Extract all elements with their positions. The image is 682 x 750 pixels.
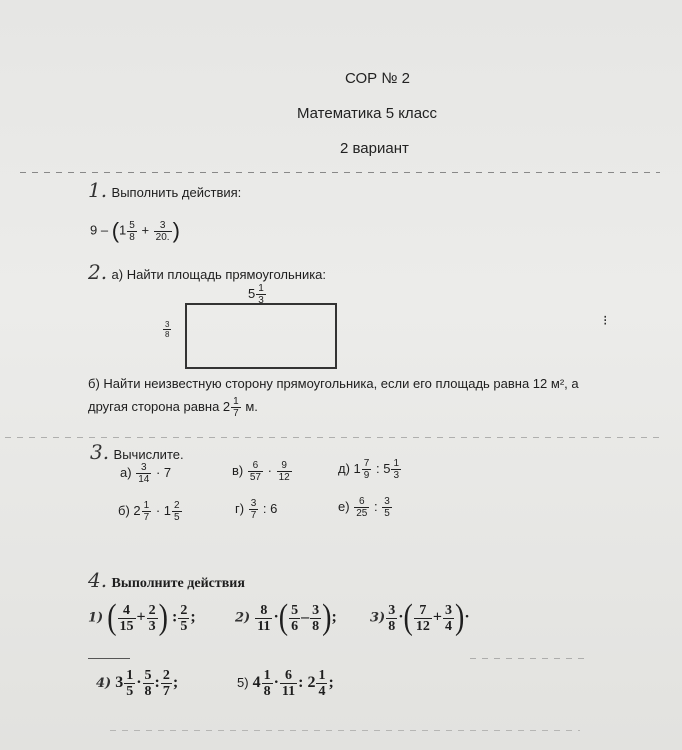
task3-item: а) $\frac{3}{14}$ · 7 — [120, 462, 172, 485]
task3-item: е) $\frac{6}{25}$ : $\frac{3}{5}$ — [338, 496, 390, 519]
task4-number: 4. — [88, 568, 108, 592]
divider — [20, 172, 660, 173]
task4-expression-4: 4) 3 $\frac{1}{5}$ · $\frac{5}{8}$ : $\frac{2}{7}$ ; — [96, 668, 179, 699]
task3-item: г) $\frac{3}{7}$ : 6 — [235, 498, 278, 521]
fraction: $\frac{2}{5}$ — [174, 500, 180, 523]
worksheet-title: СОР № 2 — [345, 70, 410, 87]
rectangle-figure — [185, 303, 337, 369]
variant-line: 2 вариант — [340, 140, 409, 157]
fraction: $\frac{3}{20.}$ — [155, 219, 170, 243]
subject-line: Математика 5 класс — [297, 105, 438, 122]
divider — [5, 437, 665, 438]
rectangle-left-side — [162, 320, 172, 339]
divider — [470, 658, 590, 659]
task4-expression-2: 2) $\frac{8}{11}$ ·( $\frac{5}{6}$ – $\frac{3}{8}$ ); — [235, 597, 337, 638]
task2-part-b-line1: б) Найти неизвестную сторону прямоугольника, если его площадь равна 12 м², а — [88, 376, 579, 391]
fraction: $\frac{9}{12}$ — [278, 460, 290, 483]
task2-part-b-line2: другая сторона равна 2 $\frac{1}{7}$ м. — [88, 396, 258, 419]
task3-item: б) 2 $\frac{1}{7}$ · 1 $\frac{2}{5}$ — [118, 500, 180, 523]
task4-expression-3: 3) $\frac{3}{8}$ ·( $\frac{7}{12}$ + $\frac{3}{4}$ )· — [370, 597, 470, 638]
fraction: $\frac{1}{3}$ — [393, 458, 399, 481]
task1-number: 1. — [88, 178, 108, 202]
fraction: $\frac{5}{8}$ — [129, 219, 135, 243]
task3-number: 3. — [90, 440, 110, 464]
rectangle-top-side: 5 $\frac{1}{3}$ — [248, 283, 264, 306]
task1-heading — [88, 178, 241, 202]
fraction: $\frac{1}{7}$ — [233, 396, 239, 419]
fraction: $\frac{6}{25}$ — [356, 496, 368, 519]
task1-title: Выполнить действия: — [111, 185, 242, 200]
fraction: $\frac{3}{14}$ — [138, 462, 150, 485]
task3-title: Вычислите. — [113, 447, 184, 462]
fraction: $\frac{3}{7}$ — [250, 498, 257, 521]
task4-expression-1: 1) ( $\frac{4}{15}$ + $\frac{2}{3}$ ) : $\frac{2}{5}$ ; — [88, 597, 196, 638]
fraction: $\frac{1}{7}$ — [143, 500, 150, 523]
task2-heading — [88, 260, 326, 284]
task3-heading — [90, 440, 184, 464]
fraction: $\frac{3}{5}$ — [384, 496, 390, 519]
task2-part-a: а) Найти площадь прямоугольника: — [111, 267, 327, 282]
task4-expression-5: 5) 4 $\frac{1}{8}$ · $\frac{6}{11}$ : 2 $\frac{1}{4}$ ; — [237, 668, 334, 699]
task3-item: в) $\frac{6}{57}$ · $\frac{9}{12}$ — [232, 460, 290, 483]
fraction: $\frac{6}{57}$ — [249, 460, 261, 483]
task4-title: Выполните действия — [111, 576, 245, 591]
divider — [110, 730, 580, 731]
task1-expression: 9 – (1 $\frac{5}{8}$ + $\frac{3}{20.}$ ) — [90, 218, 180, 243]
fraction: $\frac{7}{9}$ — [363, 458, 370, 481]
task3-item: д) 1 $\frac{7}{9}$ : 5 $\frac{1}{3}$ — [338, 458, 399, 481]
divider — [88, 658, 130, 659]
task4-heading — [88, 568, 245, 592]
fraction: $\frac{1}{3}$ — [258, 283, 264, 306]
task2-number: 2. — [88, 260, 108, 284]
pen-mark: ⁝ — [603, 312, 608, 328]
fraction: $\frac{3}{8}$ — [165, 320, 170, 339]
